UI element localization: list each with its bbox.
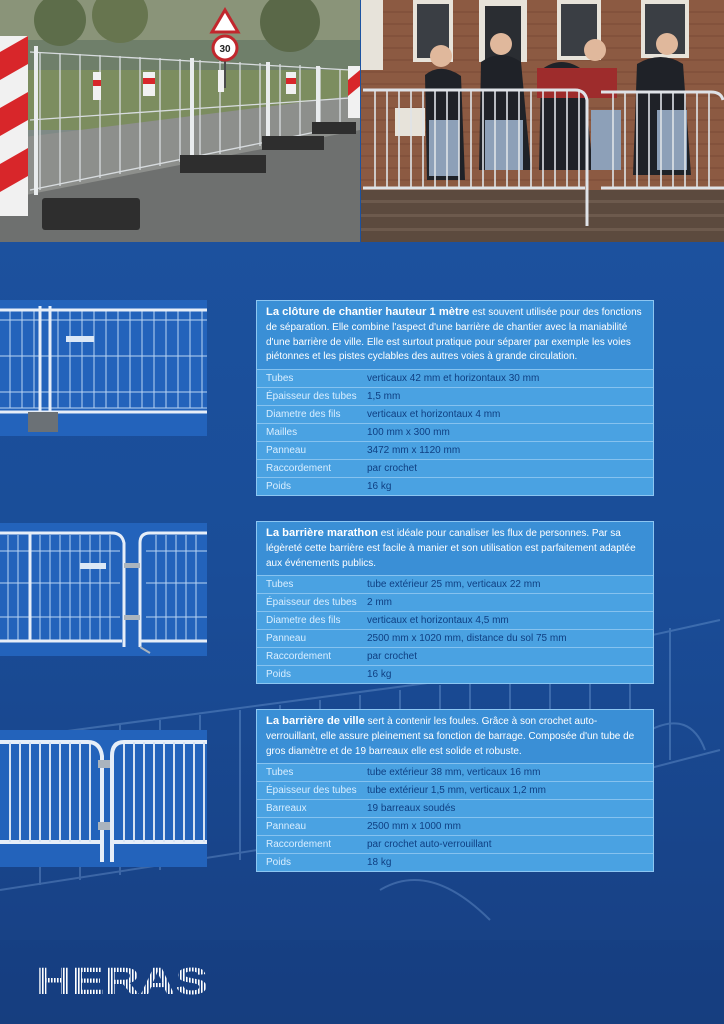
spec-value: verticaux 42 mm et horizontaux 30 mm [367,373,540,385]
spec-label: Épaisseur des tubes [266,785,357,797]
speed-sign-text: 30 [219,44,231,55]
section-title: La clôture de chantier hauteur 1 mètre [266,306,470,318]
spec-row [257,575,653,593]
thumb-construction-fence [0,300,207,436]
spec-label: Diametre des fils [266,409,341,421]
spec-label: Barreaux [266,803,307,815]
section-intro [257,522,653,575]
section-description: est idéale pour canaliser les flux de personnes. Par sa légèreté cette barrière est facile à manier et son utilisation est parfaitement adaptée aux événements publics. [266,528,636,569]
spec-label: Mailles [266,427,298,439]
spec-label: Panneau [266,445,307,457]
spec-label: Diametre des fils [266,615,341,627]
thumb-marathon-barrier [0,523,207,656]
spec-value: 16 kg [367,669,392,681]
section-description: est souvent utilisée pour des fonctions de séparation. Elle combine l'aspect d'une barrière de chantier avec la maniabilité d'une barrière de ville. Elle est surtout pratique pour séparer par exemple les voies piétonnes et les pistes cyclables des autres voies à grande circulation. [266,307,642,363]
spec-box-marathon-barrier [256,521,654,684]
spec-row [257,629,653,647]
spec-row [257,853,653,871]
section-intro [257,301,653,369]
spec-label: Poids [266,857,292,869]
spec-label: Raccordement [266,839,332,851]
spec-row [257,369,653,387]
heras-logo [36,963,208,997]
spec-row [257,763,653,781]
spec-value: 2 mm [367,597,392,609]
spec-row [257,405,653,423]
section-title: La barrière marathon [266,527,378,539]
spec-value: 100 mm x 300 mm [367,427,450,439]
spec-label: Panneau [266,633,307,645]
photo-construction-fence [0,0,360,242]
spec-row [257,593,653,611]
spec-value: tube extérieur 25 mm, verticaux 22 mm [367,579,541,591]
spec-row [257,387,653,405]
spec-box-city-barrier [256,709,654,872]
spec-label: Tubes [266,373,294,385]
spec-row [257,665,653,683]
section-title: La barrière de ville [266,715,365,727]
spec-box-construction-fence [256,300,654,496]
spec-value: 1,5 mm [367,391,401,403]
spec-label: Poids [266,669,292,681]
spec-label: Tubes [266,767,294,779]
spec-label: Tubes [266,579,294,591]
spec-value: tube extérieur 1,5 mm, verticaux 1,2 mm [367,785,546,797]
logo-text: HERAS [36,963,208,997]
spec-value: 18 kg [367,857,392,869]
spec-row [257,611,653,629]
spec-value: 16 kg [367,481,392,493]
spec-value: verticaux et horizontaux 4,5 mm [367,615,509,627]
thumb-city-barrier [0,730,207,867]
spec-value: par crochet auto-verrouillant [367,839,492,851]
section-description: sert à contenir les foules. Grâce à son crochet auto-verrouillant, elle assure pleinement sa fonction de barrage. Composée d'un tube de gros diamètre et de 19 barreaux elle est solide et robuste. [266,716,635,757]
spec-row [257,423,653,441]
spec-value: 19 barreaux soudés [367,803,456,815]
photo-people-city-barrier [361,0,724,242]
spec-value: 2500 mm x 1000 mm [367,821,461,833]
spec-row [257,647,653,665]
spec-value: verticaux et horizontaux 4 mm [367,409,501,421]
spec-value: par crochet [367,463,418,475]
spec-value: 3472 mm x 1120 mm [367,445,461,457]
spec-label: Épaisseur des tubes [266,391,357,403]
spec-label: Épaisseur des tubes [266,597,357,609]
spec-value: 2500 mm x 1020 mm, distance du sol 75 mm [367,633,567,645]
spec-row [257,781,653,799]
spec-row [257,835,653,853]
spec-row [257,799,653,817]
spec-value: tube extérieur 38 mm, verticaux 16 mm [367,767,541,779]
spec-label: Raccordement [266,463,332,475]
spec-label: Panneau [266,821,307,833]
spec-row [257,441,653,459]
section-intro [257,710,653,763]
spec-row [257,459,653,477]
spec-row [257,817,653,835]
spec-row [257,477,653,495]
spec-value: par crochet [367,651,418,663]
spec-label: Poids [266,481,292,493]
spec-label: Raccordement [266,651,332,663]
